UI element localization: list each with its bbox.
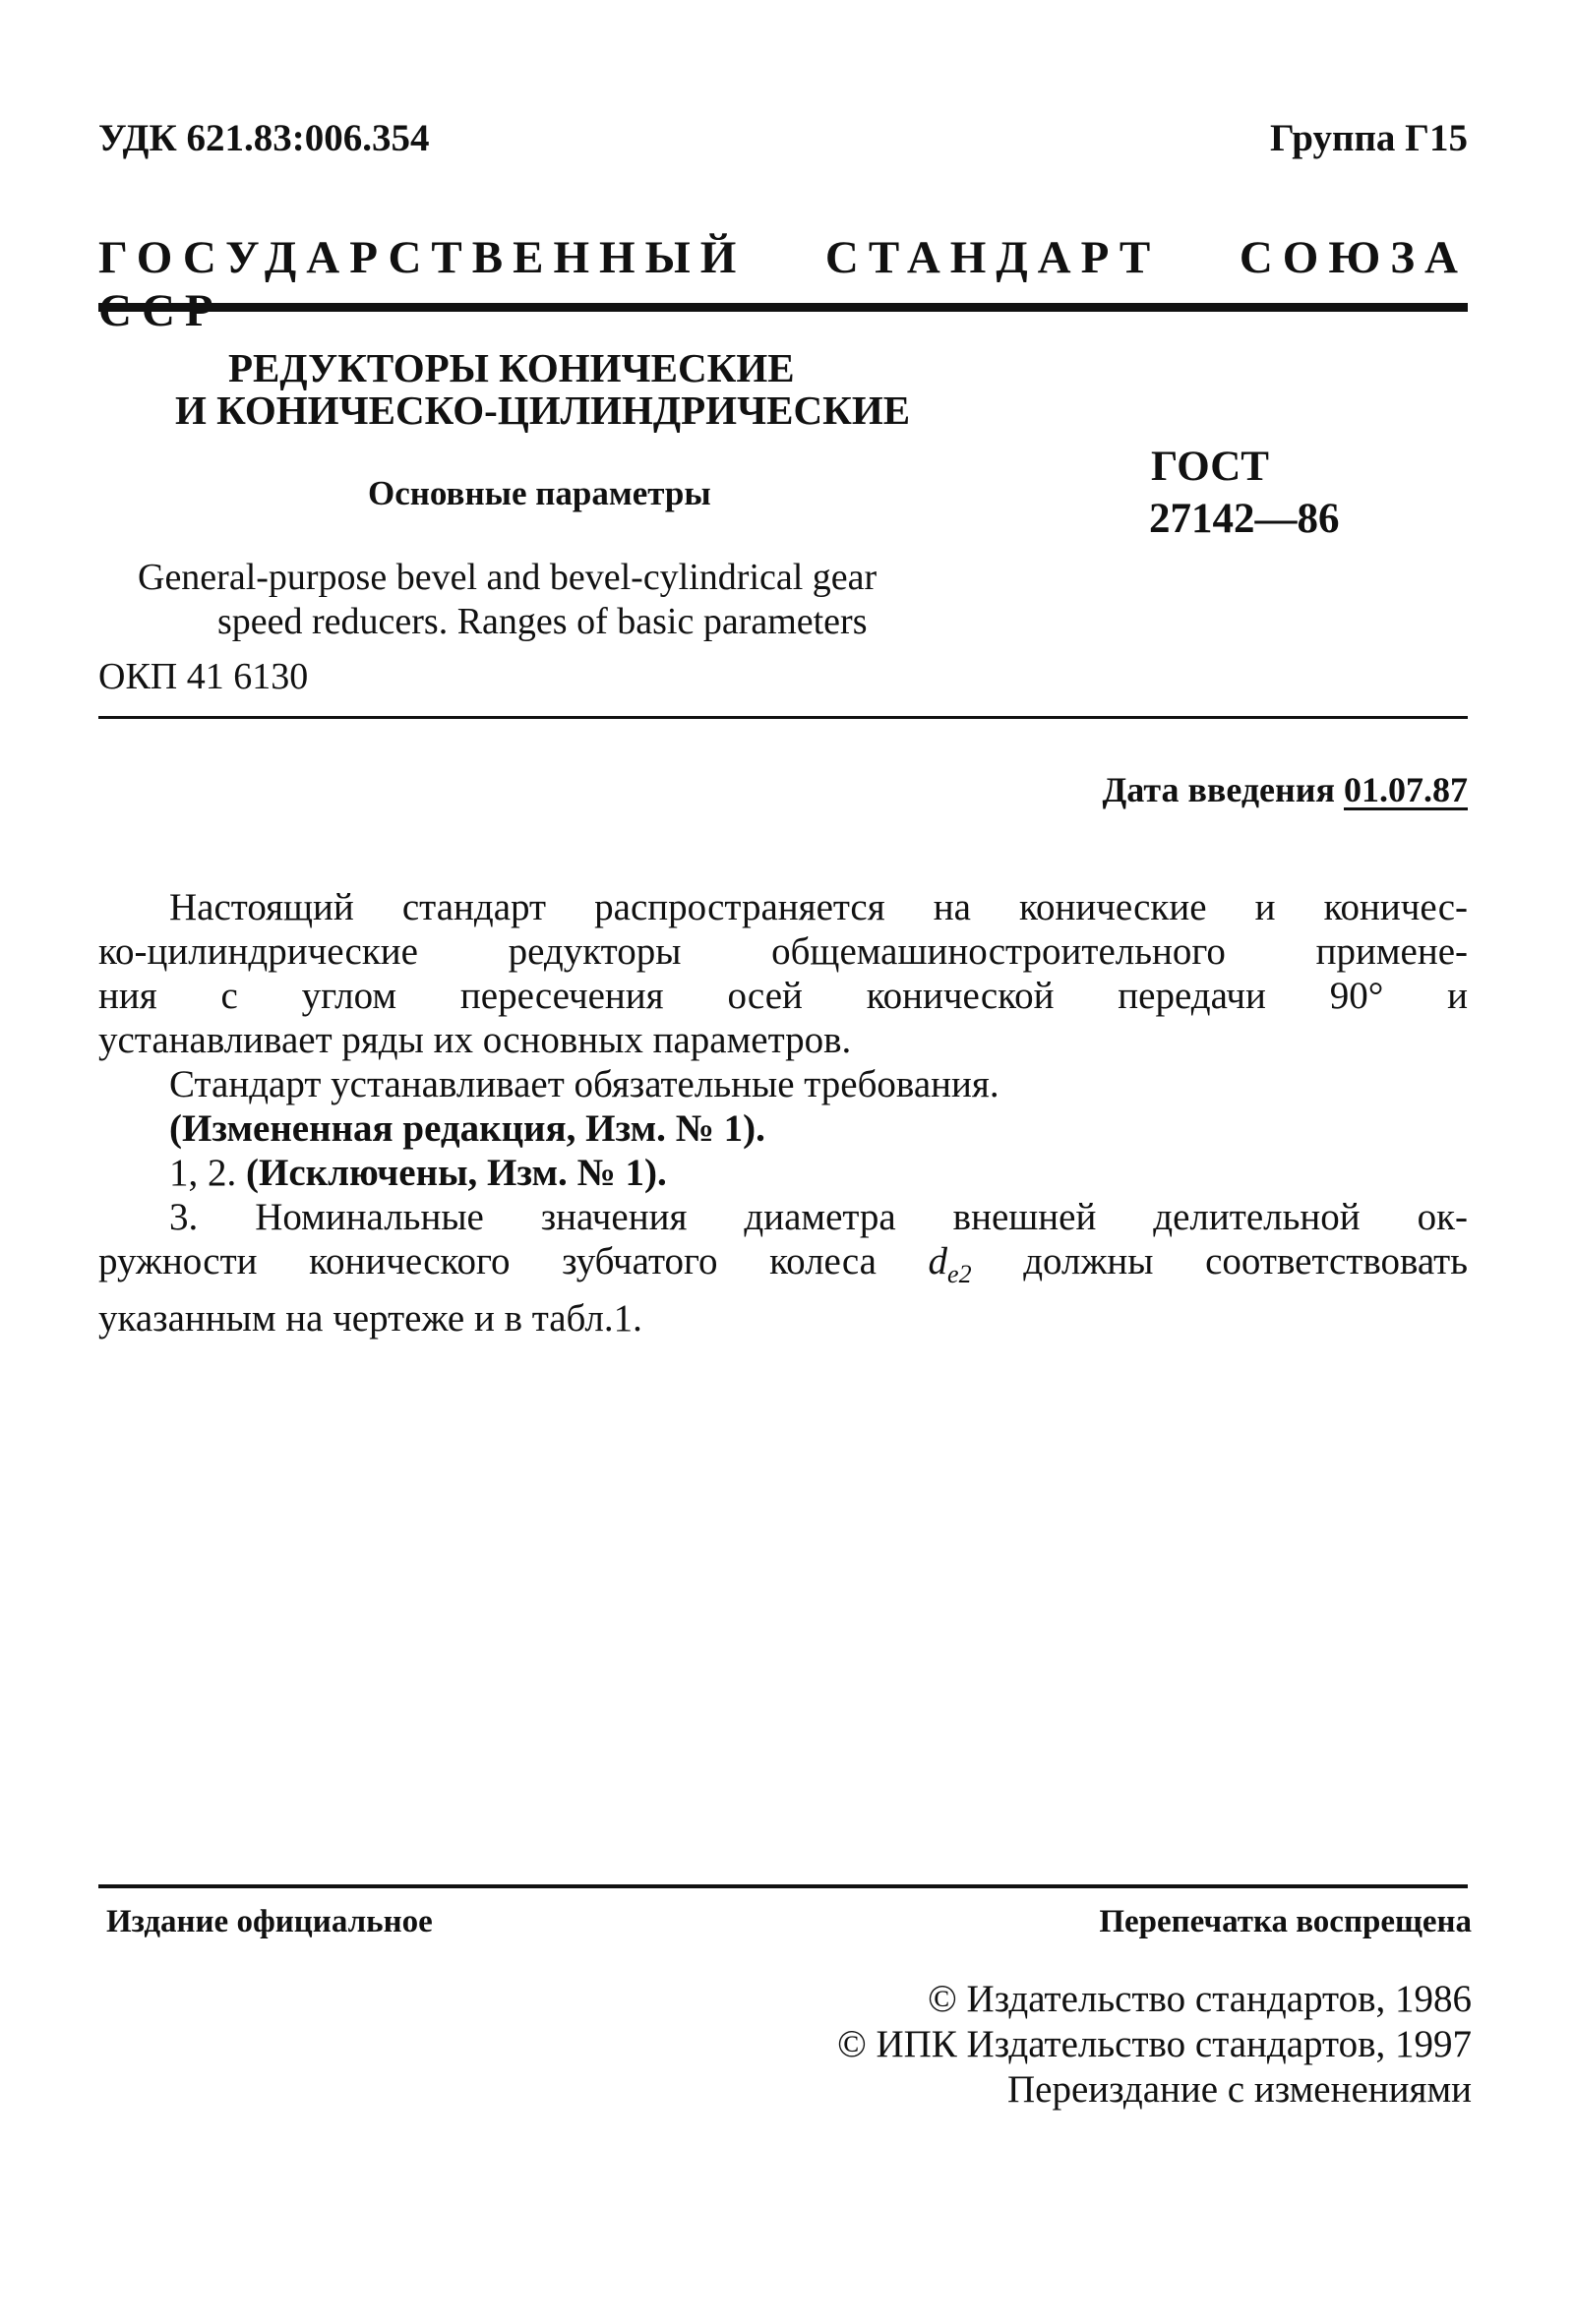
paragraph-3-amendment: (Измененная редакция, Изм. № 1). — [169, 1107, 765, 1150]
group-code: Группа Г15 — [1269, 117, 1468, 159]
gost-number: 27142—86 — [1149, 496, 1340, 542]
paragraph-1-line-4: устанавливает ряды их основных параметров. — [98, 1019, 852, 1061]
english-title-line-1: General-purpose bevel and bevel-cylindrical gear — [138, 557, 878, 598]
paragraph-4-prefix: 1, 2. — [169, 1152, 237, 1194]
paragraph-5-line-2-before: ружности конического зубчатого колеса — [98, 1240, 877, 1282]
title-line-2: И КОНИЧЕСКО-ЦИЛИНДРИЧЕСКИЕ — [175, 387, 911, 433]
reissue-note: Переиздание с изменениями — [1007, 2068, 1472, 2111]
diameter-symbol — [928, 1240, 972, 1288]
paragraph-1-line-2: ко-цилиндрические редукторы общемашиностроительного примене- — [98, 930, 1468, 973]
copyright-line-1: © Издательство стандартов, 1986 — [928, 1978, 1472, 2020]
subtitle: Основные параметры — [368, 474, 711, 512]
paragraph-4 — [98, 1151, 1468, 1195]
document-body — [98, 885, 1468, 1341]
reprint-prohibited: Перепечатка воспрещена — [1099, 1904, 1472, 1939]
title-line-1: РЕДУКТОРЫ КОНИЧЕСКИЕ — [228, 345, 795, 390]
paragraph-5-line-3: указанным на чертеже и в табл.1. — [98, 1296, 642, 1340]
footer-rule — [98, 1884, 1468, 1888]
title-rule — [98, 716, 1468, 719]
paragraph-4-excluded: (Исключены, Изм. № 1). — [246, 1152, 667, 1194]
diameter-symbol-letter: d — [928, 1240, 948, 1282]
introduction-date — [1103, 769, 1469, 810]
english-title-line-2: speed reducers. Ranges of basic parameters — [217, 601, 868, 642]
introduction-date-label: Дата введения — [1102, 770, 1335, 809]
copyright-block — [837, 1977, 1472, 2113]
state-standard-heading: ГОСУДАРСТВЕННЫЙ СТАНДАРТ СОЮЗА — [98, 232, 1468, 283]
paragraph-5-line-1: 3. Номинальные значения диаметра внешней делительной ок- — [169, 1196, 1468, 1238]
official-edition: Издание официальное — [106, 1904, 433, 1939]
paragraph-1-line-1: Настоящий стандарт распространяется на конические и коничес- — [169, 886, 1468, 928]
heading-rule — [98, 303, 1468, 312]
paragraph-5-line-2-after: должны соответствовать — [1023, 1240, 1468, 1282]
paragraph-2: Стандарт устанавливает обязательные требования. — [169, 1063, 999, 1105]
diameter-symbol-subscript: e2 — [947, 1259, 972, 1288]
udk-code: УДК 621.83:006.354 — [98, 117, 430, 159]
gost-label: ГОСТ — [1151, 444, 1269, 490]
paragraph-5-line-2 — [98, 1239, 1468, 1296]
copyright-line-2: © ИПК Издательство стандартов, 1997 — [837, 2023, 1472, 2065]
introduction-date-value: 01.07.87 — [1344, 770, 1468, 809]
paragraph-1-line-3: ния с углом пересечения осей конической передачи 90° и — [98, 975, 1468, 1017]
okp-code: ОКП 41 6130 — [98, 656, 309, 697]
